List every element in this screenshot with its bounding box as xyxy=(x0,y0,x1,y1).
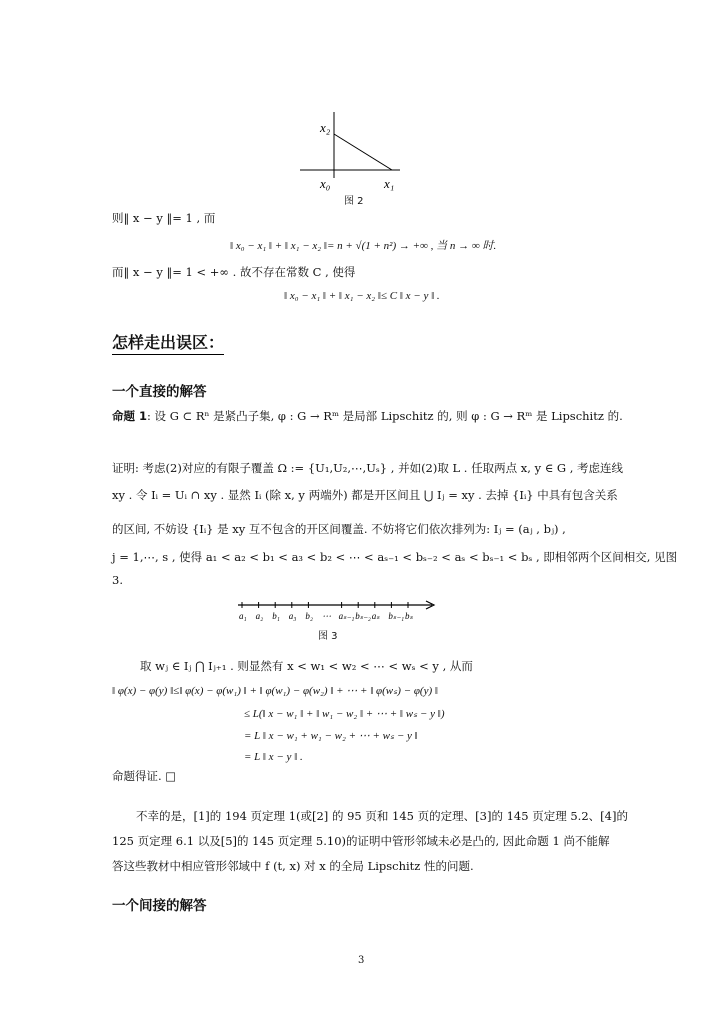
proof-line-2: xy . 令 Iᵢ = Uᵢ ∩ xy . 显然 Iᵢ (除 x, y 两端外) 都是开区间且 ⋃ Iⱼ = xy . 去掉 {Iᵢ} 中具有包含关系 xyxy=(112,488,618,502)
equation-2: ‖ x₀ − x₁ ‖ + ‖ x₁ − x₂ ‖≤ C ‖ x − y ‖ . xyxy=(284,290,440,302)
proposition-label: 命题 1 xyxy=(112,409,148,423)
subsection-title-2: 一个间接的解答 xyxy=(112,898,207,914)
figure3-tick-label: a₃ xyxy=(288,611,297,621)
proof-line-4: j = 1,⋯, s , 使得 a₁ < a₂ < b₁ < a₃ < b₂ < ⋯ < aₛ₋₁ < bₛ₋₂ < aₛ < bₛ₋₁ < bₛ , 即相邻两个区间相交, 见图 xyxy=(112,550,678,564)
figure3-tick-label: a₂ xyxy=(255,611,264,621)
figure2-label-x2: x₂ xyxy=(320,120,331,135)
chain-line-2: ≤ L(‖ x − w₁ ‖ + ‖ w₁ − w₂ ‖ + ⋯ + ‖ wₛ − y ‖) xyxy=(244,708,445,720)
proposition xyxy=(112,408,623,424)
subsection-title-1: 一个直接的解答 xyxy=(112,384,207,400)
chain-line-1: ‖ φ(x) − φ(y) ‖≤‖ φ(x) − φ(w₁) ‖ + ‖ φ(w₁) − φ(w₂) ‖ + ⋯ + ‖ φ(wₛ) − φ(y) ‖ xyxy=(112,685,438,697)
chain-line-3: = L ‖ x − w₁ + w₁ − w₂ + ⋯ + wₛ − y ‖ xyxy=(244,730,418,742)
figure-3 xyxy=(236,598,440,624)
proof-line-3: 的区间, 不妨设 {Iᵢ} 是 xy 互不包含的开区间覆盖. 不妨将它们依次排列为: Iⱼ = (aⱼ , bⱼ) , xyxy=(112,522,566,536)
text-line-1: 则‖ x − y ‖= 1 , 而 xyxy=(112,211,216,225)
proposition-text: : 设 G ⊂ Rⁿ 是紧凸子集, φ : G → Rᵐ 是局部 Lipschitz 的, 则 φ : G → Rᵐ 是 Lipschitz 的. xyxy=(147,409,623,423)
figure3-tick-label: b₂ xyxy=(305,611,314,621)
figure2-label-x0: x₀ xyxy=(320,176,331,191)
figure3-tick-label: bₛ₋₂ xyxy=(355,611,371,621)
figure-2-caption: 图 2 xyxy=(344,196,364,207)
remark-line-3: 答这些教材中相应管形邻域中 f (t, x) 对 x 的全局 Lipschitz 性的问题. xyxy=(112,859,474,873)
qed-line: 命题得证. □ xyxy=(112,769,177,783)
figure3-tick-label: ⋯ xyxy=(322,611,331,621)
figure2-label-x1: x₁ xyxy=(384,176,395,191)
section-title: 怎样走出误区： xyxy=(112,330,224,355)
proof-label: 证明 xyxy=(112,461,135,475)
figure3-tick-label: b₁ xyxy=(272,611,280,621)
chain-line-4: = L ‖ x − y ‖ . xyxy=(244,751,303,763)
figure-3-caption: 图 3 xyxy=(318,631,338,642)
proof-text-1: : 考虑(2)对应的有限子覆盖 Ω := {U₁,U₂,⋯,Uₛ} , 并如(2)取 L . 任取两点 x, y ∈ G , 考虑连线 xyxy=(135,461,624,475)
take-line: 取 wⱼ ∈ Iⱼ ⋂ Iⱼ₊₁ . 则显然有 x < w₁ < w₂ < ⋯ < wₛ < y , 从而 xyxy=(140,659,473,673)
page-number: 3 xyxy=(358,955,365,966)
figure3-tick-label: a₁ xyxy=(239,611,247,621)
figure3-tick-label: bₛ xyxy=(405,611,413,621)
figure3-tick-label: aₛ₋₁ xyxy=(338,611,355,621)
text-line-2: 而‖ x − y ‖= 1 < +∞ . 故不存在常数 C , 使得 xyxy=(112,265,356,279)
proof-line-5: 3. xyxy=(112,573,123,587)
equation-1: ‖ x₀ − x₁ ‖ + ‖ x₁ − x₂ ‖= n + √(1 + n²) → +∞ , 当 n → ∞ 时. xyxy=(230,240,497,252)
figure3-tick-label: aₛ xyxy=(371,611,380,621)
figure3-tick-label: bₛ₋₁ xyxy=(388,611,405,621)
remark-line-2: 125 页定理 6.1 以及[5]的 145 页定理 5.10)的证明中管形邻域未必是凸的, 因此命题 1 尚不能解 xyxy=(112,834,610,848)
figure-2 xyxy=(300,108,430,208)
remark-line-1: 不幸的是，[1]的 194 页定理 1(或[2] 的 95 页和 145 页的定理、[3]的 145 页定理 5.2、[4]的 xyxy=(136,809,628,823)
proof-line-1 xyxy=(112,460,623,476)
